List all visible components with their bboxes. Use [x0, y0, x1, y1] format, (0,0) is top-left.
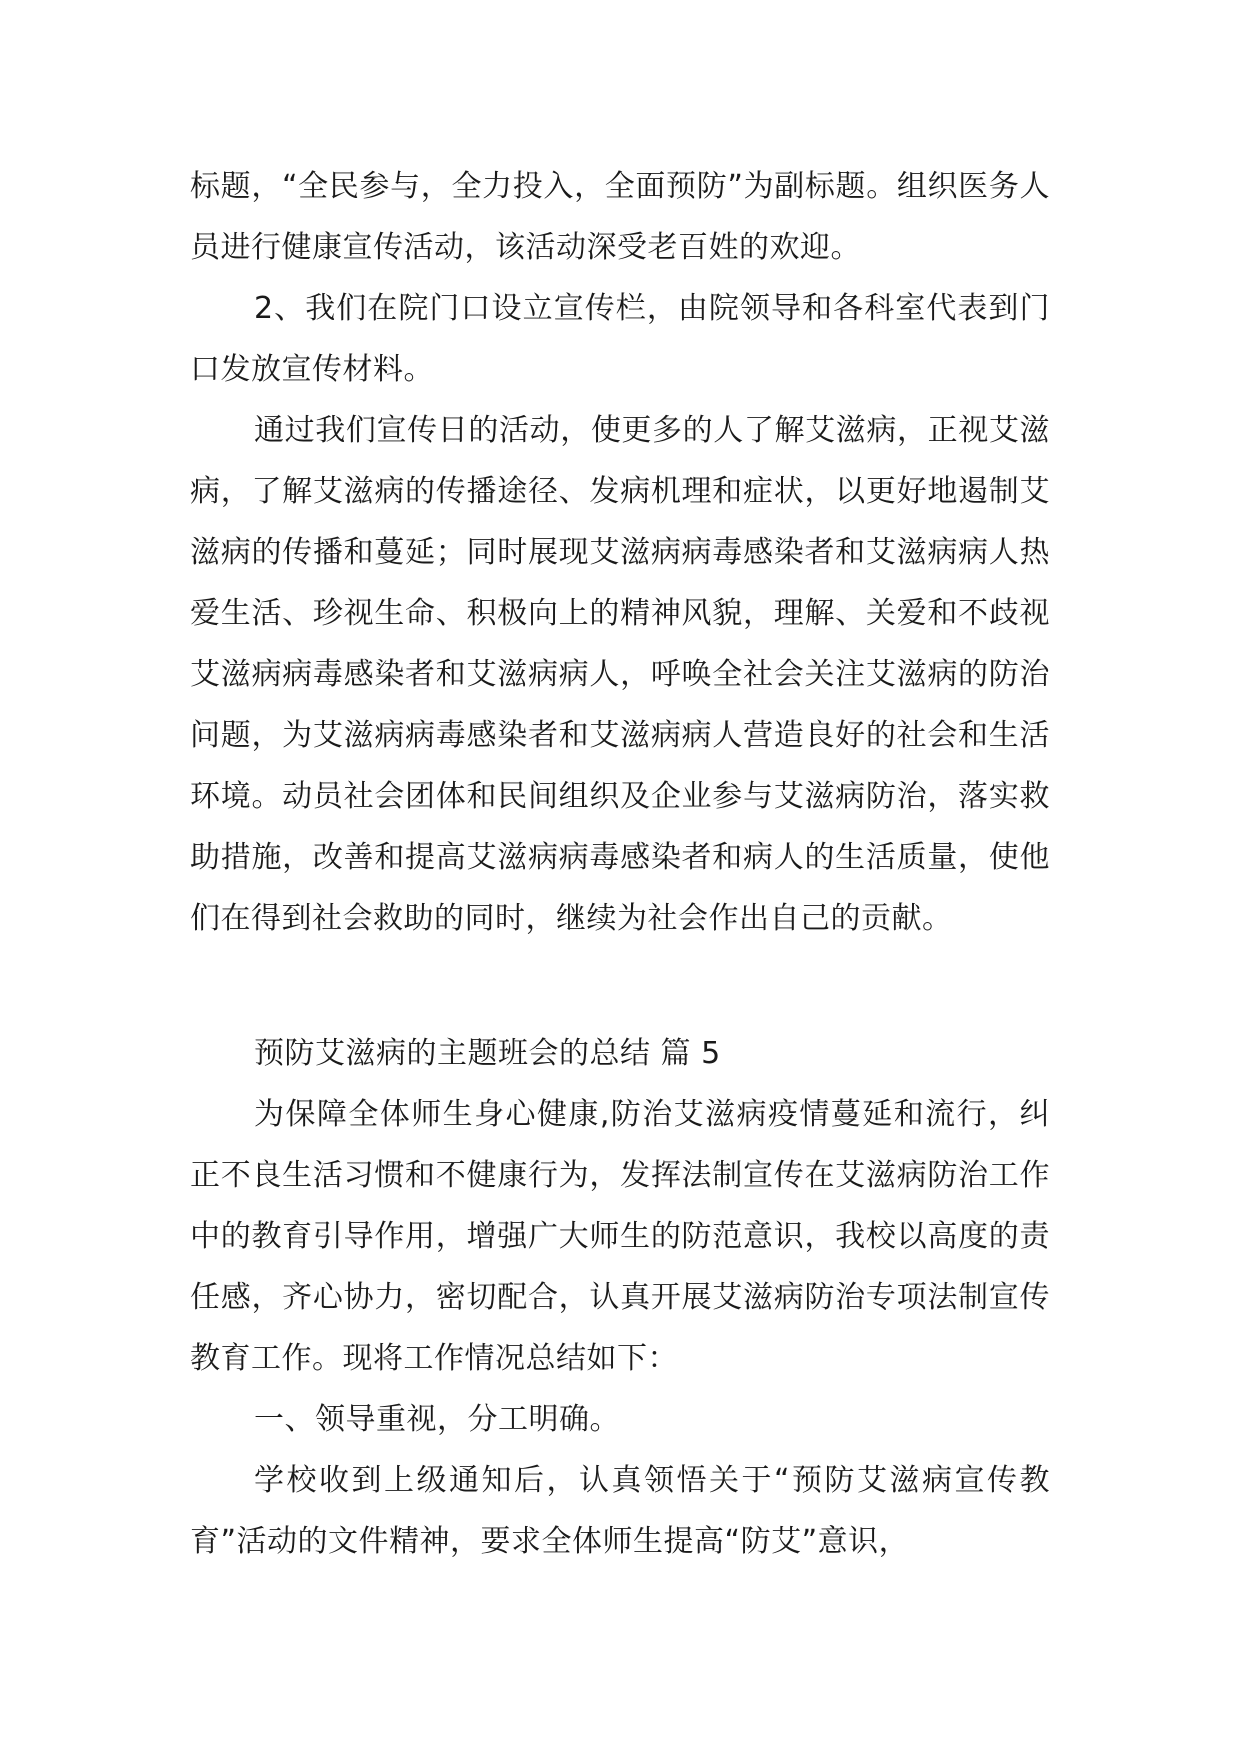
paragraph: 标题，“全民参与，全力投入，全面预防”为副标题。组织医务人员进行健康宣传活动，该活动深受老百姓的欢迎。: [190, 169, 1050, 265]
body-text-top: [190, 156, 1050, 949]
paragraph: 2、我们在院门口设立宣传栏，由院领导和各科室代表到门口发放宣传材料。: [190, 291, 1050, 387]
section-heading-block: [190, 1023, 1050, 1084]
body-text-bottom: [190, 1084, 1050, 1572]
section-heading: 预防艾滋病的主题班会的总结 篇 5: [254, 1036, 721, 1071]
paragraph: 一、领导重视，分工明确。: [254, 1402, 620, 1437]
paragraph: 为保障全体师生身心健康,防治艾滋病疫情蔓延和流行，纠正不良生活习惯和不健康行为，发挥法制宣传在艾滋病防治工作中的教育引导作用，增强广大师生的防范意识，我校以高度的责任感，齐心协力，密切配合，认真开展艾滋病防治专项法制宣传教育工作。现将工作情况总结如下：: [190, 1097, 1050, 1376]
paragraph: 通过我们宣传日的活动，使更多的人了解艾滋病，正视艾滋病，了解艾滋病的传播途径、发病机理和症状，以更好地遏制艾滋病的传播和蔓延；同时展现艾滋病病毒感染者和艾滋病病人热爱生活、珍视生命、积极向上的精神风貌，理解、关爱和不歧视艾滋病病毒感染者和艾滋病病人，呼唤全社会关注艾滋病的防治问题，为艾滋病病毒感染者和艾滋病病人营造良好的社会和生活环境。动员社会团体和民间组织及企业参与艾滋病防治，落实救助措施，改善和提高艾滋病病毒感染者和病人的生活质量，使他们在得到社会救助的同时，继续为社会作出自己的贡献。: [190, 413, 1050, 936]
paragraph: 学校收到上级通知后，认真领悟关于“预防艾滋病宣传教育”活动的文件精神，要求全体师生提高“防艾”意识，: [190, 1463, 1050, 1559]
